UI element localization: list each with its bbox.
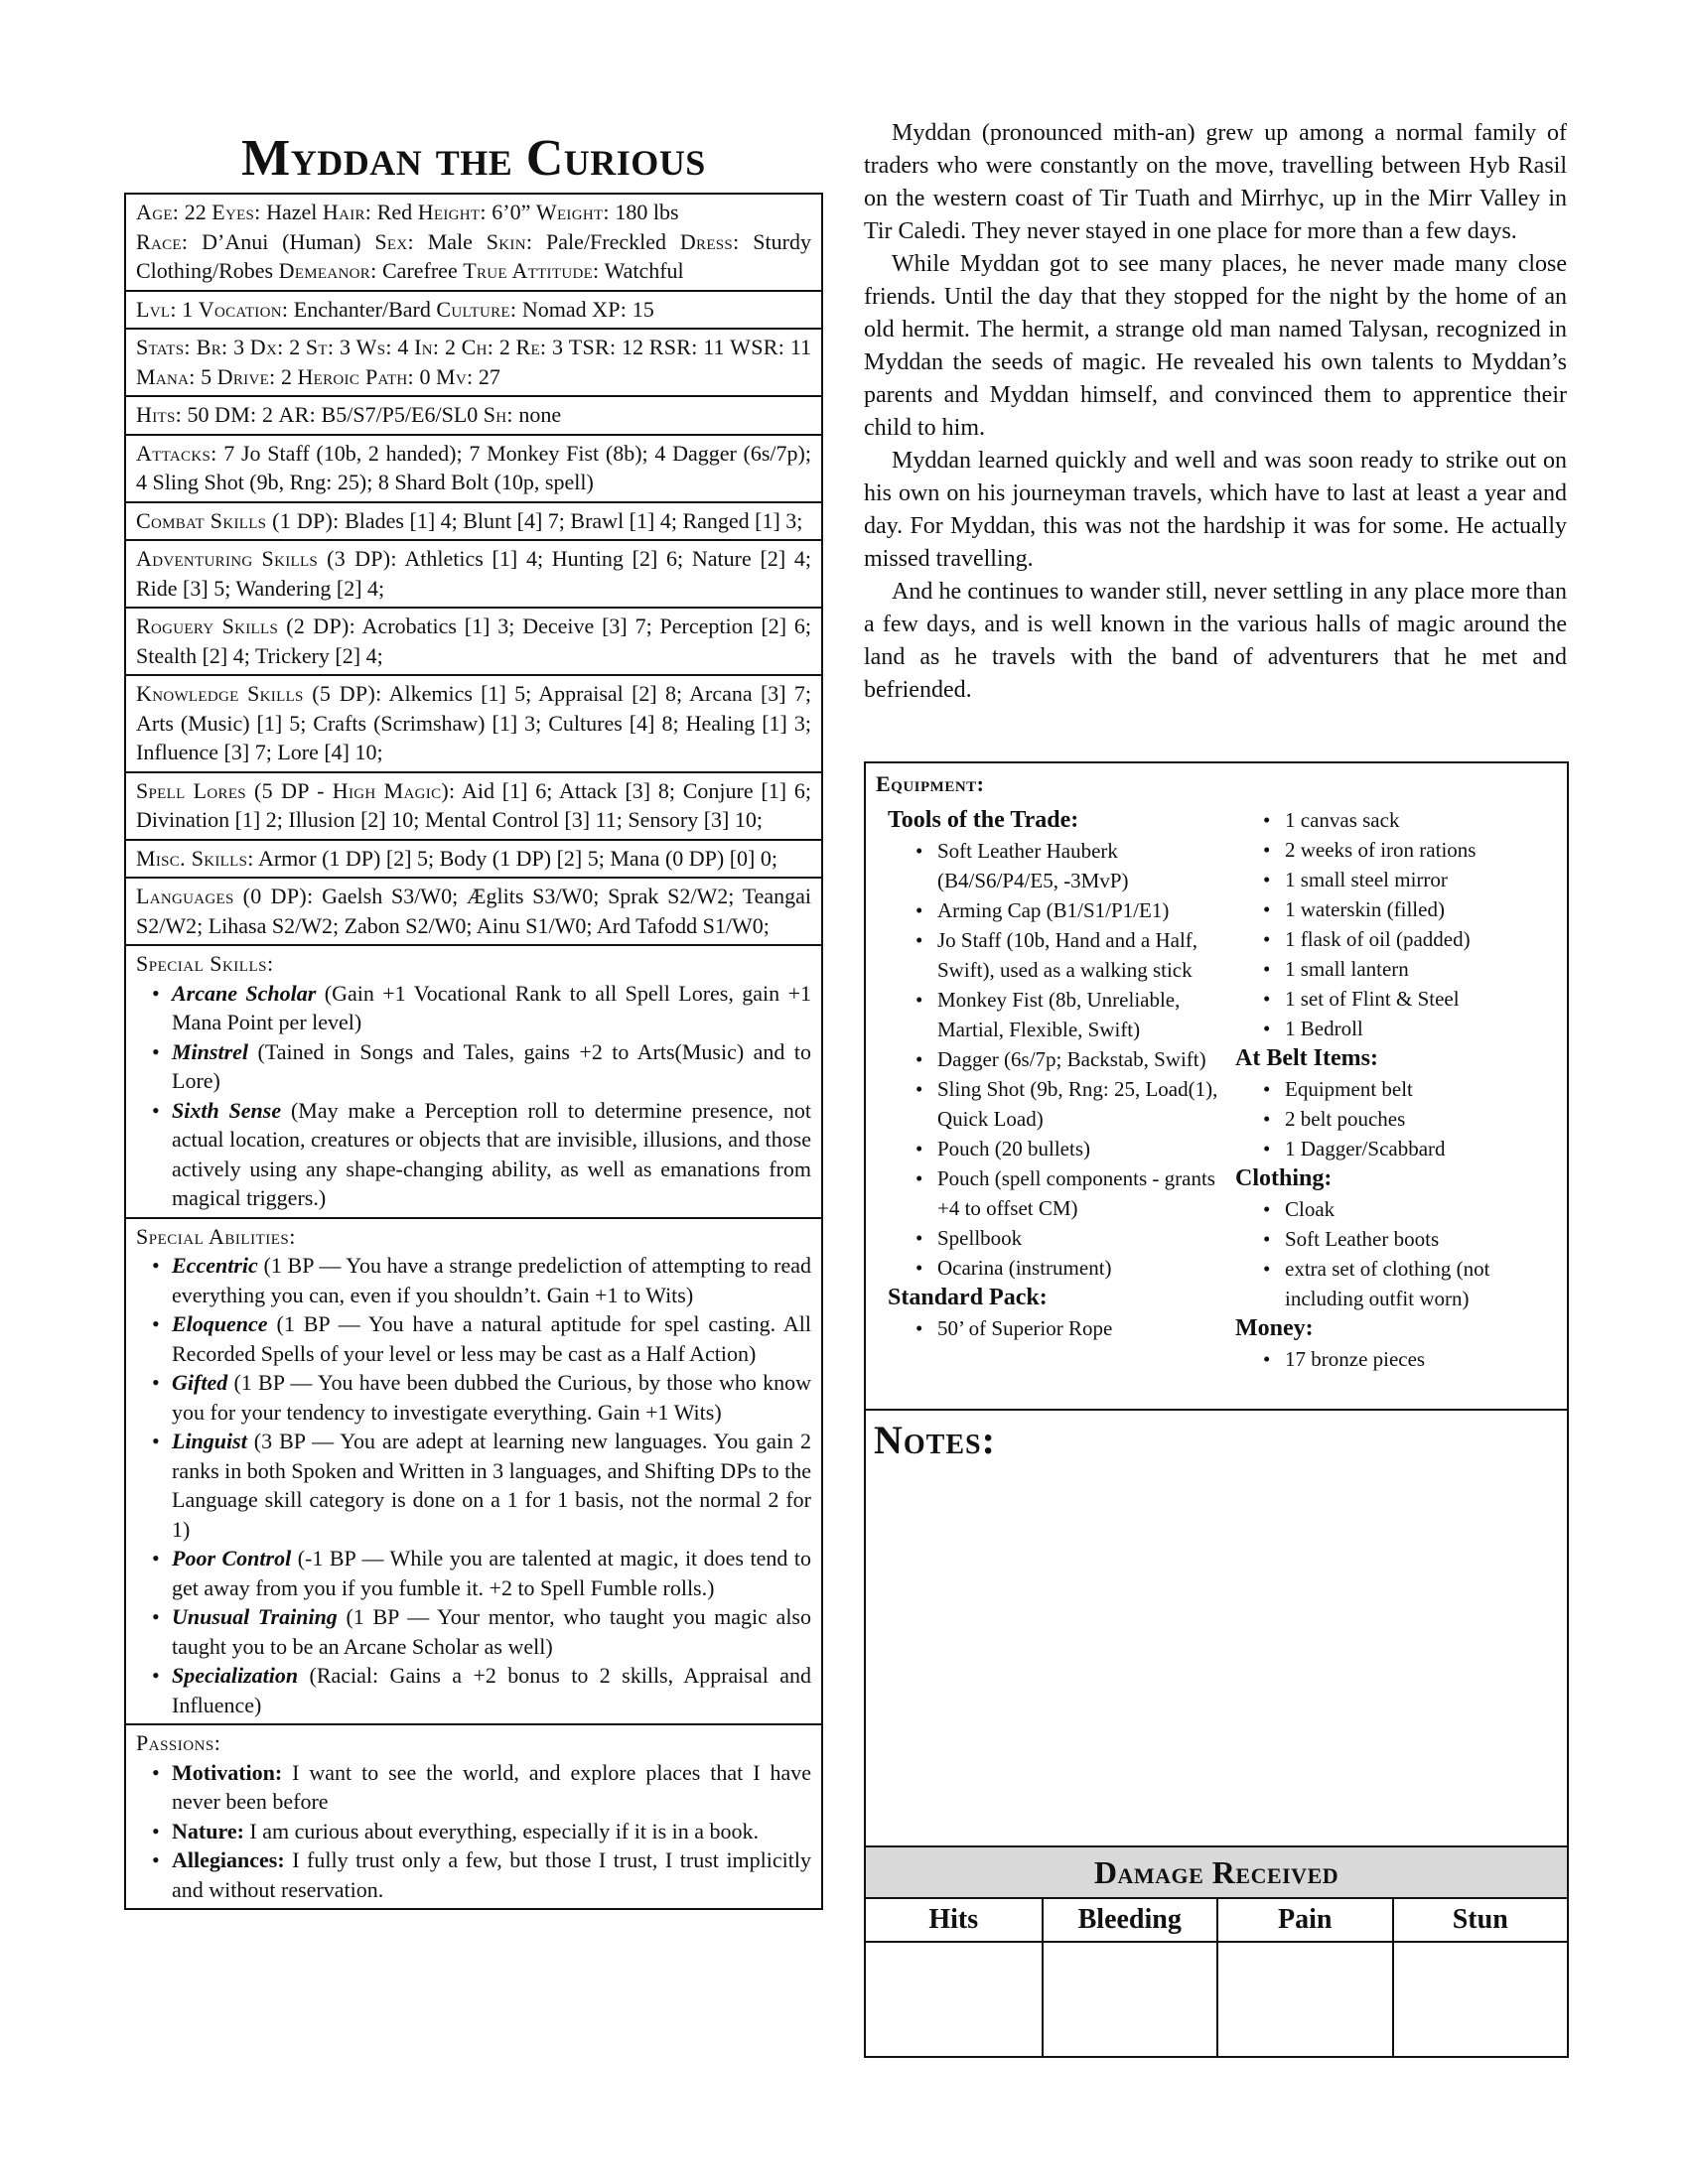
stat-value: 2	[439, 335, 462, 359]
story-paragraph: Myddan learned quickly and well and was soon ready to strike out on his own on his journeyman travels, which have to last at least a year and day. For Myddan, this was not the hardship it was for some. He actually missed travelling.	[864, 448, 1567, 572]
special-skills-list	[136, 979, 811, 1213]
notes-divider	[866, 1409, 1567, 1411]
equipment-label: Equipment:	[876, 771, 985, 796]
stat-value: 4	[391, 335, 415, 359]
passions-label: Passions:	[136, 1730, 221, 1755]
pack-content-item: • 1 small lantern	[1285, 954, 1553, 984]
attacks-text: 7 Jo Staff (10b, 2 handed); 7 Monkey Fist (8b); 4 Dagger (6s/7p); 4 Sling Shot (9b, Rng: 25); 8 Shard Bolt (10p, spell)	[136, 440, 811, 494]
special-ability-name: Eccentric	[172, 1253, 258, 1278]
stat-value: 3	[334, 335, 356, 359]
pack-content-item: • 1 waterskin (filled)	[1285, 894, 1553, 924]
stat-label: St:	[305, 335, 335, 359]
passions-section	[126, 1725, 821, 1908]
damage-column-header: Stun	[1392, 1897, 1568, 1943]
special-skill-text: (Tained in Songs and Tales, gains +2 to Arts(Music) and to Lore)	[172, 1038, 811, 1093]
spell-lores-section	[126, 773, 821, 841]
stat-value: 50	[182, 402, 214, 427]
damage-cell	[1392, 1943, 1568, 2056]
passion-name: Nature:	[172, 1818, 244, 1843]
roguery-skills-text: Acrobatics [1] 3; Deceive [3] 7; Perception [2] 6; Stealth [2] 4; Trickery [2] 4;	[136, 614, 812, 668]
stat-label: TSR:	[568, 335, 617, 359]
pack-item: • 50’ of Superior Rope	[937, 1313, 1220, 1343]
stat-label: AR:	[278, 402, 317, 427]
roguery-skills-section	[126, 609, 821, 676]
adventuring-skills-label: Adventuring Skills (3 DP):	[136, 546, 397, 571]
tool-item: • Arming Cap (B1/S1/P1/E1)	[937, 895, 1220, 925]
attacks-label: Attacks:	[136, 440, 217, 466]
languages-label: Languages (0 DP):	[136, 884, 314, 908]
notes-label: Notes:	[874, 1418, 996, 1462]
tool-item: • Pouch (spell components - grants +4 to offset CM)	[937, 1163, 1220, 1223]
stat-value: 11	[697, 335, 731, 359]
stat-value: Watchful	[599, 258, 684, 283]
stat-label: RSR:	[648, 335, 698, 359]
stat-label: WSR:	[730, 335, 785, 359]
tools-list	[888, 836, 1220, 1283]
tool-item: • Ocarina (instrument)	[937, 1253, 1220, 1283]
special-ability-text: (-1 BP — While you are talented at magic, it does tend to get away from you if you fumble it. +2 to Spell Fumble rolls.)	[172, 1546, 811, 1600]
special-ability-name: Linguist	[172, 1429, 247, 1453]
clothing-item: • Soft Leather boots	[1285, 1224, 1553, 1254]
misc-skills-section	[126, 841, 821, 880]
equipment-column-2	[1235, 805, 1553, 1374]
tool-item: • Soft Leather Hauberk (B4/S6/P4/E5, -3MvP)	[937, 836, 1220, 895]
stat-label: Mv:	[435, 363, 474, 389]
story-paragraph: And he continues to wander still, never settling in any place more than a few days, and is well known in the various halls of magic around the land as he travels with the band of adventurers that he met and befriended.	[864, 579, 1567, 703]
special-ability	[172, 1427, 811, 1544]
belt-item: • 2 belt pouches	[1285, 1104, 1553, 1134]
pack-content-item: • 2 weeks of iron rations	[1285, 835, 1553, 865]
passion-text: I fully trust only a few, but those I trust, I trust implicitly and without reservation.	[172, 1847, 811, 1902]
passion-text: I am curious about everything, especially if it is in a book.	[243, 1818, 760, 1843]
stat-value: 2	[283, 335, 306, 359]
stat-label: Mana:	[136, 363, 196, 389]
stat-value: 6’0”	[486, 200, 536, 224]
story-paragraph: Myddan (pronounced mith-an) grew up among a normal family of traders who were constantly on the move, travelling between Hyb Rasil on the western coast of Tir Tuath and Mirrhyc, up in the Mirr Valley in Tir Caledi. They never stayed in one place for more than a few days.	[864, 120, 1567, 244]
special-skill-text: (Gain +1 Vocational Rank to all Spell Lores, gain +1 Mana Point per level)	[172, 980, 811, 1034]
special-ability	[172, 1251, 811, 1309]
special-ability-text: (3 BP — You are adept at learning new languages. You gain 2 ranks in both Spoken and Written in 3 languages, and Shifting DPs to the Language skill category is done on a 1 for 1 basis, not the normal 2 for 1)	[172, 1429, 811, 1542]
tool-item: • Sling Shot (9b, Rng: 25, Load(1), Quick Load)	[937, 1074, 1220, 1134]
stat-value: B5/S7/P5/E6/SL0	[316, 402, 484, 427]
equipment-column-1	[888, 805, 1220, 1343]
stat-value: none	[512, 402, 562, 427]
special-ability-text: (Racial: Gains a +2 bonus to 2 skills, Appraisal and Influence)	[172, 1663, 811, 1717]
damage-table	[866, 1897, 1567, 2056]
stat-label: True Attitude:	[463, 258, 600, 283]
stat-label: Eyes:	[211, 200, 261, 224]
tool-item: • Jo Staff (10b, Hand and a Half, Swift), used as a walking stick	[937, 925, 1220, 985]
stat-value: Sturdy Clothing/Robes	[136, 228, 811, 283]
stat-label: Drive:	[216, 363, 276, 389]
stat-value: Pale/Freckled	[532, 228, 680, 254]
languages-section	[126, 879, 821, 946]
tool-item: • Spellbook	[937, 1223, 1220, 1253]
pack-contents-list	[1235, 805, 1553, 1043]
clothing-list	[1235, 1194, 1553, 1313]
special-ability-text: (1 BP — You have a natural aptitude for spel casting. All Recorded Spells of your level or less may be cast as a Half Action)	[172, 1311, 811, 1366]
stat-label: Dress:	[679, 228, 740, 254]
tool-item: • Dagger (6s/7p; Backstab, Swift)	[937, 1044, 1220, 1074]
stat-label: DM:	[214, 402, 257, 427]
passion-text: I want to see the world, and explore places that I have never been before	[172, 1759, 811, 1814]
stat-value: 2	[256, 402, 279, 427]
stat-value: 3	[546, 335, 569, 359]
stat-value: 11	[784, 335, 812, 359]
special-skill	[172, 1037, 811, 1096]
pack-content-item: • 1 small steel mirror	[1285, 865, 1553, 894]
passions-list	[136, 1758, 811, 1905]
clothing-label: Clothing:	[1235, 1165, 1333, 1191]
stat-label: Age:	[136, 200, 180, 224]
stat-label: Lvl:	[136, 296, 177, 322]
stat-label: Skin:	[486, 228, 533, 254]
clothing-item: • extra set of clothing (not including outfit worn)	[1285, 1254, 1553, 1313]
stat-label: Heroic Path:	[297, 363, 414, 389]
pack-content-item: • 1 set of Flint & Steel	[1285, 984, 1553, 1014]
knowledge-skills-label: Knowledge Skills (5 DP):	[136, 681, 382, 706]
misc-skills-text: Armor (1 DP) [2] 5; Body (1 DP) [2] 5; Mana (0 DP) [0] 0;	[253, 845, 777, 871]
knowledge-skills-text: Alkemics [1] 5; Appraisal [2] 8; Arcana [3] 7; Arts (Music) [1] 5; Crafts (Scrimshaw) [1] 3; Cultures [4] 8; Healing [1] 3; Influence [3] 7; Lore [4] 10;	[136, 681, 811, 764]
stat-value: 3	[227, 335, 250, 359]
bio-line-2	[136, 229, 811, 284]
stat-label: Culture:	[436, 296, 517, 322]
money-item: • 17 bronze pieces	[1285, 1344, 1553, 1374]
damage-column-header: Hits	[866, 1897, 1042, 1943]
stat-value: 1	[176, 296, 199, 322]
belt-item: • Equipment belt	[1285, 1074, 1553, 1104]
stat-label: Hits:	[136, 402, 182, 427]
stat-value: Male	[413, 228, 487, 254]
money-label: Money:	[1235, 1315, 1314, 1341]
damage-cell	[1042, 1943, 1217, 2056]
tools-label: Tools of the Trade:	[888, 807, 1079, 833]
damage-cell	[1216, 1943, 1392, 2056]
stat-value: 180 lbs	[609, 200, 679, 224]
belt-items-label: At Belt Items:	[1235, 1045, 1378, 1071]
equipment-box	[864, 761, 1569, 2058]
stat-label: Stats: Br:	[136, 335, 228, 359]
roguery-skills-label: Roguery Skills (2 DP):	[136, 614, 356, 638]
tool-item: • Pouch (20 bullets)	[937, 1134, 1220, 1163]
damage-column-header: Pain	[1216, 1897, 1392, 1943]
special-skill-text: (May make a Perception roll to determine presence, not actual location, creatures or objects that are invisible, illusions, and those actively using any shape-changing ability, as well as emanations from magical triggers.)	[172, 1097, 811, 1210]
passion	[172, 1817, 811, 1846]
pack-content-item: • 1 Bedroll	[1285, 1014, 1553, 1043]
languages-text: Gaelsh S3/W0; Æglits S3/W0; Sprak S2/W2; Teangai S2/W2; Lihasa S2/W2; Zabon S2/W0; Ainu S1/W0; Ard Tafodd S1/W0;	[136, 884, 811, 938]
pack-content-item: • 1 canvas sack	[1285, 805, 1553, 835]
special-skill-name: Arcane Scholar	[172, 980, 317, 1006]
passion	[172, 1758, 811, 1817]
stat-label: Race:	[136, 228, 189, 254]
stat-value: Red	[371, 200, 418, 224]
passion-name: Motivation:	[172, 1759, 283, 1785]
special-skill	[172, 1096, 811, 1213]
passion	[172, 1845, 811, 1904]
stat-label: XP:	[592, 296, 628, 322]
passion-name: Allegiances:	[172, 1847, 285, 1872]
spell-lores-label: Spell Lores (5 DP - High Magic):	[136, 777, 456, 803]
stat-value: Hazel	[260, 200, 323, 224]
level-section	[126, 292, 821, 331]
damage-column-header: Bleeding	[1042, 1897, 1217, 1943]
misc-skills-label: Misc. Skills:	[136, 845, 254, 871]
stat-label: Ch:	[461, 335, 494, 359]
stat-value: 2	[493, 335, 516, 359]
special-ability-name: Unusual Training	[172, 1604, 338, 1629]
special-ability-name: Gifted	[172, 1370, 228, 1395]
special-ability	[172, 1661, 811, 1719]
special-ability	[172, 1368, 811, 1427]
combat-skills-text: Blades [1] 4; Blunt [4] 7; Brawl [1] 4; Ranged [1] 3;	[339, 507, 803, 533]
stat-value: 15	[627, 296, 654, 322]
special-ability-name: Eloquence	[172, 1311, 268, 1336]
stat-block	[124, 193, 823, 1910]
belt-items-list	[1235, 1074, 1553, 1163]
stat-label: In:	[414, 335, 440, 359]
stat-value: 22	[179, 200, 212, 224]
special-abilities-list	[136, 1251, 811, 1719]
special-abilities-section	[126, 1219, 821, 1726]
adventuring-skills-section	[126, 541, 821, 609]
damage-cell	[866, 1943, 1042, 2056]
stats-section	[126, 330, 821, 397]
knowledge-skills-section	[126, 676, 821, 773]
stat-value: 5	[195, 363, 217, 389]
special-skills-section	[126, 946, 821, 1219]
character-name: Myddan the Curious	[241, 130, 706, 187]
attacks-section	[126, 436, 821, 503]
stat-label: Ws:	[355, 335, 392, 359]
special-skill-name: Sixth Sense	[172, 1097, 282, 1123]
clothing-item: • Cloak	[1285, 1194, 1553, 1224]
character-sheet	[124, 129, 823, 1910]
money-list	[1235, 1344, 1553, 1374]
special-skills-label: Special Skills:	[136, 951, 274, 976]
hits-section	[126, 397, 821, 436]
special-ability	[172, 1309, 811, 1368]
standard-pack-label: Standard Pack:	[888, 1285, 1048, 1310]
backstory	[864, 117, 1567, 707]
special-ability-name: Poor Control	[172, 1546, 292, 1570]
damage-received-header: Damage Received	[866, 1845, 1567, 1899]
combat-skills-label: Combat Skills (1 DP):	[136, 507, 340, 533]
stat-label: Hair:	[322, 200, 372, 224]
stat-value: 2	[275, 363, 298, 389]
bio-section	[126, 195, 821, 292]
pack-content-item: • 1 flask of oil (padded)	[1285, 924, 1553, 954]
stat-value: Enchanter/Bard	[288, 296, 437, 322]
stat-label: Height:	[417, 200, 487, 224]
standard-pack-list	[888, 1313, 1220, 1343]
special-ability-text: (1 BP — Your mentor, who taught you magic also taught you to be an Arcane Scholar as well)	[172, 1604, 811, 1659]
story-paragraph: While Myddan got to see many places, he never made many close friends. Until the day that they stopped for the night by the home of an old hermit. The hermit, a strange old man named Talysan, recognized in Myddan the seeds of magic. He revealed his own talents to Myddan’s parents and Myddan himself, and convinced them to apprentice their child to him.	[864, 251, 1567, 441]
hits-line	[136, 402, 561, 427]
stats-line	[136, 335, 811, 389]
stat-label: Weight:	[535, 200, 610, 224]
stat-value: 27	[473, 363, 500, 389]
special-ability-text: (1 BP — You have been dubbed the Curious, by those who know you for your tendency to investigate everything. Gain +1 Wits)	[172, 1370, 811, 1425]
adventuring-skills-text: Athletics [1] 4; Hunting [2] 6; Nature [2] 4; Ride [3] 5; Wandering [2] 4;	[136, 546, 811, 601]
special-ability	[172, 1544, 811, 1602]
stat-label: Sex:	[374, 228, 414, 254]
stat-value: 12	[616, 335, 649, 359]
level-line	[136, 297, 654, 322]
spell-lores-text: Aid [1] 6; Attack [3] 8; Conjure [1] 6; Divination [1] 2; Illusion [2] 10; Mental Control [3] 11; Sensory [3] 10;	[136, 777, 811, 832]
tool-item: • Monkey Fist (8b, Unreliable, Martial, Flexible, Swift)	[937, 985, 1220, 1044]
special-skill-name: Minstrel	[172, 1038, 249, 1064]
special-abilities-label: Special Abilities:	[136, 1223, 296, 1249]
belt-item: • 1 Dagger/Scabbard	[1285, 1134, 1553, 1163]
special-ability-name: Specialization	[172, 1663, 299, 1688]
stat-value: Nomad	[516, 296, 593, 322]
stat-label: Dx:	[249, 335, 284, 359]
special-ability-text: (1 BP — You have a strange predeliction of attempting to read everything you can, even if you shouldn’t. Gain +1 to Wits)	[172, 1253, 811, 1307]
special-ability	[172, 1602, 811, 1661]
stat-value: Carefree	[376, 258, 464, 283]
special-skill	[172, 979, 811, 1037]
combat-skills-section	[126, 503, 821, 542]
stat-label: Sh:	[483, 402, 513, 427]
stat-value: D’Anui (Human)	[188, 228, 375, 254]
bio-line-1	[136, 200, 679, 224]
stat-label: Demeanor:	[278, 258, 377, 283]
stat-label: Re:	[515, 335, 547, 359]
stat-label: Vocation:	[198, 296, 289, 322]
stat-value: 0	[413, 363, 436, 389]
